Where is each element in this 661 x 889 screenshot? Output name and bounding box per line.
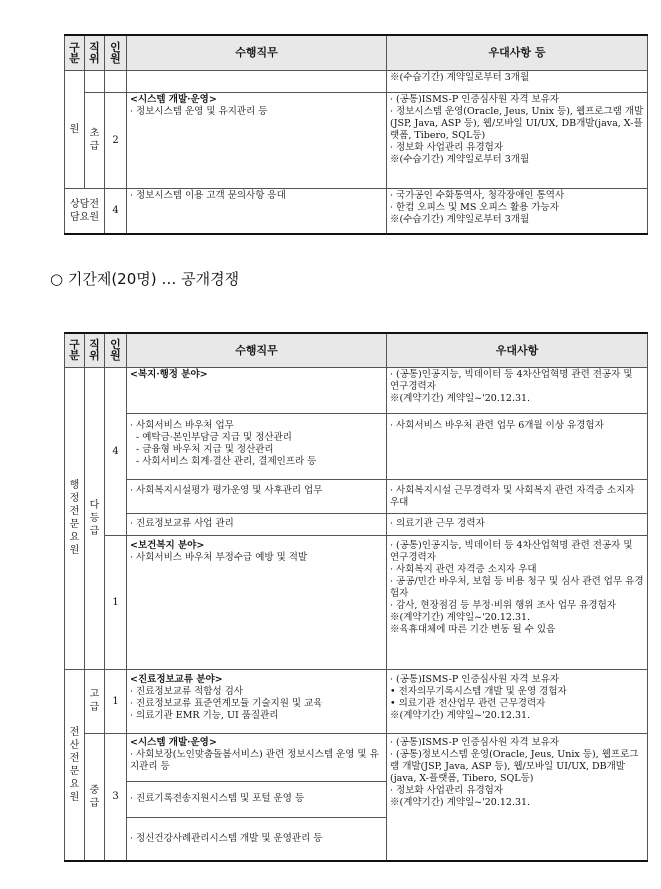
inwon-cell: 1 bbox=[105, 669, 127, 733]
duty-cell: <보건복지 분야> · 사회서비스 바우처 부정수급 예방 및 적발 bbox=[127, 535, 387, 669]
gubun-cell: 상담전담요원 bbox=[65, 188, 105, 234]
pref-cell: · 사회서비스 바우처 관련 업무 6개월 이상 유경험자 bbox=[387, 413, 648, 479]
pref-cell: · (공통)인공지능, 빅데이터 등 4차산업혁명 관련 전공자 및 연구경력자 · 사회복지 관련 자격증 소지자 우대 · 공공/민간 바우처, 보험 등 비용 청구 및 심사 관련 업무 유경험자 · 감사, 현장점검 등 부정·비위 행위 조사 업무 유경험자 ※(계약기간) 계약일~'20.12.31. ※육휴대체에 따른 기간 변동 될 수 있음 bbox=[387, 535, 648, 669]
header-gubun: 구분 bbox=[65, 35, 85, 70]
duty-cell: <시스템 개발·운영> · 정보시스템 운영 및 유지관리 등 bbox=[127, 92, 387, 188]
duty-cell: <진료정보교류 분야> · 진료정보교류 적합성 검사 · 진료정보교류 표준연계모듈 기술지원 및 교육 · 의료기관 EMR 기능, UI 품질관리 bbox=[127, 669, 387, 733]
pref-cell: ※(수습기간) 계약일로부터 3개월 bbox=[387, 70, 648, 92]
table-row bbox=[65, 669, 648, 733]
jikwi-cell: 다등급 bbox=[85, 367, 105, 669]
duty-cell: <복지·행정 분야> bbox=[127, 367, 387, 413]
duty-cell: · 진료기록전송지원시스템 및 포털 운영 등 bbox=[127, 781, 387, 817]
header-duty: 수행직무 bbox=[127, 333, 387, 367]
table-row bbox=[65, 92, 648, 188]
header-jikwi: 직위 bbox=[85, 35, 105, 70]
gubun-cell: 원 bbox=[65, 70, 85, 188]
header-jikwi: 직위 bbox=[85, 333, 105, 367]
staff-table-2 bbox=[64, 332, 648, 862]
header-inwon: 인원 bbox=[105, 333, 127, 367]
inwon-cell: 4 bbox=[105, 188, 127, 234]
pref-cell: · (공통)ISMS-P 인증심사원 자격 보유자 · (공통)정보시스템 운영(Oracle, Jeus, Unix 등), 웹프로그램 개발(JSP, Java, ASP 등), 웹/모바일 UI/UX, DB개발(java, X-플랫폼, Tibero, SQL등) · 정보화 사업관리 유경험자 ※(계약기간) 계약일~'20.12.31. bbox=[387, 733, 648, 861]
header-duty: 수행직무 bbox=[127, 35, 387, 70]
inwon-cell: 1 bbox=[105, 535, 127, 669]
pref-cell: · (공통)ISMS-P 인증심사원 자격 보유자 • 전자의무기록시스템 개발 및 운영 경험자 • 의료기관 전산업무 관련 근무경력자 ※(계약기간) 계약일~'20.12.31. bbox=[387, 669, 648, 733]
jikwi-cell: 중급 bbox=[85, 733, 105, 861]
header-inwon: 인원 bbox=[105, 35, 127, 70]
pref-cell: · 국가공인 수화통역사, 청각장애인 통역사 · 한컴 오피스 및 MS 오피스 활용 가능자 ※(수습기간) 계약일로부터 3개월 bbox=[387, 188, 648, 234]
duty-cell: · 사회복지시설평가 평가운영 및 사후관리 업무 bbox=[127, 479, 387, 513]
duty-cell: · 정신건강사례관리시스템 개발 및 운영관리 등 bbox=[127, 817, 387, 861]
group-cell: 전산전문요원 bbox=[65, 669, 85, 861]
pref-cell: · (공통)ISMS-P 인증심사원 자격 보유자 · 정보시스템 운영(Oracle, Jeus, Unix 등), 웹프로그램 개발(JSP, Java, ASP 등), 웹/모바일 UI/UX, DB개발(java, X-플랫폼, Tibero, SQL등) · 정보화 사업관리 유경험자 ※(수습기간) 계약일로부터 3개월 bbox=[387, 92, 648, 188]
pref-cell: · 사회복지시설 근무경력자 및 사회복지 관련 자격증 소지자 우대 bbox=[387, 479, 648, 513]
table-row bbox=[65, 733, 648, 781]
jikwi-cell: 고급 bbox=[85, 669, 105, 733]
duty-cell: · 사회서비스 바우처 업무 - 예탁금·본인부담금 지급 및 정산관리 - 금융형 바우처 지급 및 정산관리 - 사회서비스 회계·결산 관리, 결제인프라 등 bbox=[127, 413, 387, 479]
inwon-cell: 3 bbox=[105, 733, 127, 861]
duty-cell: · 진료정보교류 사업 관리 bbox=[127, 513, 387, 535]
table-row bbox=[65, 188, 648, 234]
header-pref: 우대사항 등 bbox=[387, 35, 648, 70]
table-row bbox=[65, 70, 648, 92]
section-title: ○ 기간제(20명) … 공개경쟁 bbox=[50, 270, 240, 288]
table-row bbox=[65, 479, 648, 513]
header-pref: 우대사항 bbox=[387, 333, 648, 367]
table-row bbox=[65, 535, 648, 669]
inwon-cell: 4 bbox=[105, 367, 127, 535]
jikwi-cell: 초급 bbox=[85, 92, 105, 188]
table-row bbox=[65, 513, 648, 535]
duty-cell: <시스템 개발·운영> · 사회보장(노인맞춤돌봄서비스) 관련 정보시스템 운영 및 유지관리 등 bbox=[127, 733, 387, 781]
inwon-cell: 2 bbox=[105, 92, 127, 188]
header-gubun: 구분 bbox=[65, 333, 85, 367]
table-row bbox=[65, 367, 648, 413]
staff-table-1 bbox=[64, 34, 648, 235]
pref-cell: · 의료기관 근무 경력자 bbox=[387, 513, 648, 535]
pref-cell: · (공통)인공지능, 빅데이터 등 4차산업혁명 관련 전공자 및 연구경력자 ※(계약기간) 계약일~'20.12.31. bbox=[387, 367, 648, 413]
duty-cell: · 정보시스템 이용 고객 문의사항 응대 bbox=[127, 188, 387, 234]
table-row bbox=[65, 413, 648, 479]
group-cell: 행정전문요원 bbox=[65, 367, 85, 669]
